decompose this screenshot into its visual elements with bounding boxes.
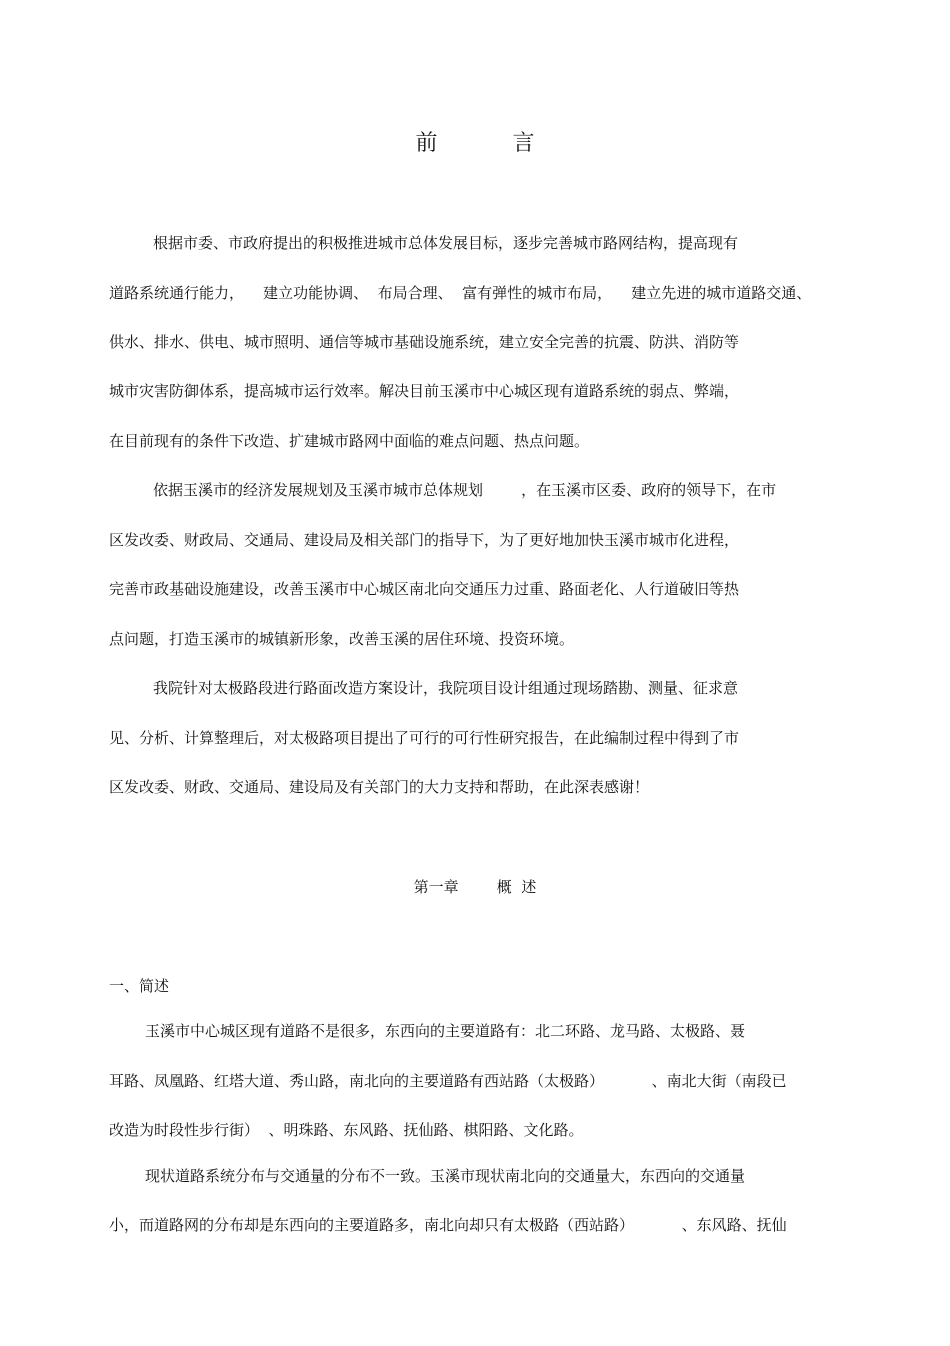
preface-p3-line: 区发改委、财政、交通局、建设局及有关部门的大力支持和帮助，在此深表感谢！ [109,778,650,796]
preface-p1-line: 在目前现有的条件下改造、扩建城市路网中面临的难点问题、热点问题。 [109,432,590,450]
chapter-p1-line: 耳路、凤凰路、红塔大道、秀山路，南北向的主要道路有西站路（太极路） 、南北大街（南段已 [109,1072,787,1090]
preface-p2-line: 点问题，打造玉溪市的城镇新形象，改善玉溪的居住环境、投资环境。 [109,630,575,648]
preface-p1-line: 城市灾害防御体系，提高城市运行效率。解决目前玉溪市中心城区现有道路系统的弱点、弊端， [109,382,740,400]
chapter-title: 第一章 概 述 [413,878,537,896]
preface-p1-line: 道路系统通行能力， 建立功能协调、 布局合理、 富有弹性的城市布局， 建立先进的城市道路交通、 [109,284,812,302]
preface-p2-line: 完善市政基础设施建设，改善玉溪市中心城区南北向交通压力过重、路面老化、人行道破旧等热 [109,580,740,598]
preface-p2-line: 区发改委、财政局、交通局、建设局及相关部门的指导下，为了更好地加快玉溪市城市化进程， [109,531,740,549]
preface-p2-line: 依据玉溪市的经济发展规划及玉溪市城市总体规划 ，在玉溪市区委、政府的领导下，在市 [153,481,777,499]
section-heading: 一、简述 [109,977,170,995]
preface-p3-line: 我院针对太极路段进行路面改造方案设计，我院项目设计组通过现场踏勘、测量、征求意 [153,679,739,697]
preface-title: 前 言 [415,131,569,156]
preface-p3-line: 见、分析、计算整理后，对太极路项目提出了可行的可行性研究报告，在此编制过程中得到了市 [109,729,740,747]
chapter-p1-line: 玉溪市中心城区现有道路不是很多，东西向的主要道路有：北二环路、龙马路、太极路、聂 [145,1022,746,1040]
chapter-p2-line: 小，而道路网的分布却是东西向的主要道路多，南北向却只有太极路（西站路） 、东风路、抚仙 [109,1216,787,1234]
chapter-p2-line: 现状道路系统分布与交通量的分布不一致。玉溪市现状南北向的交通量大，东西向的交通量 [145,1167,746,1185]
chapter-p1-line: 改造为时段性步行街） 、明珠路、东风路、抚仙路、棋阳路、文化路。 [109,1121,584,1139]
preface-p1-line: 根据市委、市政府提出的积极推进城市总体发展目标，逐步完善城市路网结构，提高现有 [153,234,739,252]
preface-p1-line: 供水、排水、供电、城市照明、通信等城市基础设施系统，建立安全完善的抗震、防洪、消防等 [109,333,740,351]
